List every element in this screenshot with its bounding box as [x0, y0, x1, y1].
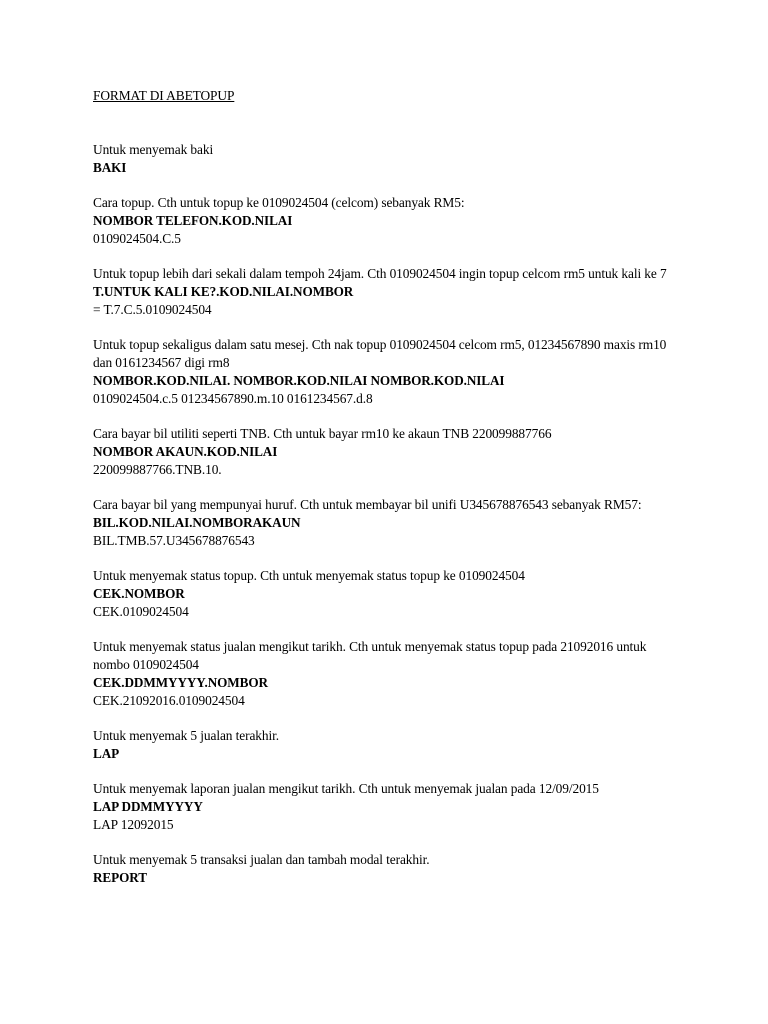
- section-example: 0109024504.c.5 01234567890.m.10 0161234567.d.8: [93, 391, 373, 406]
- section-example: = T.7.C.5.0109024504: [93, 302, 212, 317]
- section-example: LAP 12092015: [93, 817, 174, 832]
- section-description: Untuk menyemak baki: [93, 142, 214, 157]
- section-format: BIL.KOD.NILAI.NOMBORAKAUN: [93, 515, 301, 530]
- section-topup-bulk: [93, 336, 673, 408]
- title-spacer: [93, 105, 673, 141]
- section-description: Untuk menyemak 5 transaksi jualan dan tambah modal terakhir.: [93, 852, 430, 867]
- section-check-by-date: [93, 638, 673, 710]
- section-example: BIL.TMB.57.U345678876543: [93, 533, 255, 548]
- section-format: CEK.NOMBOR: [93, 586, 185, 601]
- section-example: 220099887766.TNB.10.: [93, 462, 222, 477]
- document-title: FORMAT DI ABETOPUP: [93, 88, 235, 103]
- section-description: Untuk topup sekaligus dalam satu mesej. Cth nak topup 0109024504 celcom rm5, 01234567890 maxis rm10 dan 0161234567 digi rm8: [93, 337, 670, 370]
- section-format: CEK.DDMMYYYY.NOMBOR: [93, 675, 268, 690]
- section-description: Cara bayar bil yang mempunyai huruf. Cth untuk membayar bil unifi U345678876543 sebanyak RM57:: [93, 497, 642, 512]
- section-description: Untuk menyemak status topup. Cth untuk menyemak status topup ke 0109024504: [93, 568, 525, 583]
- section-format: LAP DDMMYYYY: [93, 799, 203, 814]
- section-description: Untuk menyemak status jualan mengikut tarikh. Cth untuk menyemak status topup pada 21092016 untuk nombo 0109024504: [93, 639, 650, 672]
- section-example: 0109024504.C.5: [93, 231, 181, 246]
- section-description: Cara bayar bil utiliti seperti TNB. Cth untuk bayar rm10 ke akaun TNB 220099887766: [93, 426, 552, 441]
- section-report: [93, 851, 673, 887]
- section-format: NOMBOR.KOD.NILAI. NOMBOR.KOD.NILAI NOMBOR.KOD.NILAI: [93, 373, 505, 388]
- section-format: BAKI: [93, 160, 127, 175]
- section-format: NOMBOR AKAUN.KOD.NILAI: [93, 444, 278, 459]
- section-description: Untuk menyemak 5 jualan terakhir.: [93, 728, 279, 743]
- section-utility-bill: [93, 425, 673, 479]
- section-description: Untuk menyemak laporan jualan mengikut tarikh. Cth untuk menyemak jualan pada 12/09/2015: [93, 781, 599, 796]
- section-description: Cara topup. Cth untuk topup ke 0109024504 (celcom) sebanyak RM5:: [93, 195, 465, 210]
- section-example: CEK.21092016.0109024504: [93, 693, 245, 708]
- section-description: Untuk topup lebih dari sekali dalam tempoh 24jam. Cth 0109024504 ingin topup celcom rm5 untuk kali ke 7: [93, 266, 667, 281]
- section-sales-report-date: [93, 780, 673, 834]
- section-format: T.UNTUK KALI KE?.KOD.NILAI.NOMBOR: [93, 284, 354, 299]
- section-baki: [93, 141, 673, 177]
- section-format: NOMBOR TELEFON.KOD.NILAI: [93, 213, 293, 228]
- section-check-status: [93, 567, 673, 621]
- section-topup: [93, 194, 673, 248]
- section-alpha-bill: [93, 496, 673, 550]
- section-topup-repeat: [93, 265, 673, 319]
- section-last-sales: [93, 727, 673, 763]
- section-format: LAP: [93, 746, 120, 761]
- document-content: [93, 87, 673, 904]
- section-format: REPORT: [93, 870, 147, 885]
- section-example: CEK.0109024504: [93, 604, 189, 619]
